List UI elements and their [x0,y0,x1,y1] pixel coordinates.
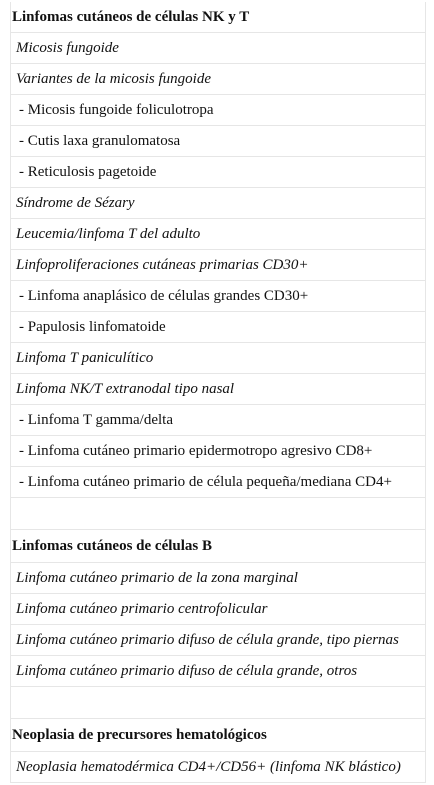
table-row: Linfoma cutáneo primario de la zona marginal [11,563,425,594]
table-row: - Micosis fungoide foliculotropa [11,95,425,126]
table-row: - Linfoma cutáneo primario de célula pequeña/mediana CD4+ [11,467,425,498]
table-row: - Linfoma T gamma/delta [11,405,425,436]
table-row: Síndrome de Sézary [11,188,425,219]
spacer-row [11,498,425,530]
table-row: - Linfoma cutáneo primario epidermotropo agresivo CD8+ [11,436,425,467]
section-header: Linfomas cutáneos de células B [11,530,425,563]
table-row: Variantes de la micosis fungoide [11,64,425,95]
table-row: - Cutis laxa granulomatosa [11,126,425,157]
table-row: - Reticulosis pagetoide [11,157,425,188]
section-header: Linfomas cutáneos de células NK y T [11,2,425,33]
table-row: Linfoproliferaciones cutáneas primarias CD30+ [11,250,425,281]
table-row: - Linfoma anaplásico de células grandes CD30+ [11,281,425,312]
section-header: Neoplasia de precursores hematológicos [11,719,425,752]
table-row: Linfoma T paniculítico [11,343,425,374]
table-row: Leucemia/linfoma T del adulto [11,219,425,250]
table-row: Linfoma cutáneo primario difuso de célula grande, tipo piernas [11,625,425,656]
table-row: Micosis fungoide [11,33,425,64]
table-row: Neoplasia hematodérmica CD4+/CD56+ (linfoma NK blástico) [11,752,425,783]
table-row: Linfoma cutáneo primario difuso de célula grande, otros [11,656,425,687]
table-row: Linfoma cutáneo primario centrofolicular [11,594,425,625]
spacer-row [11,687,425,719]
classification-table [10,2,426,783]
table-row: Linfoma NK/T extranodal tipo nasal [11,374,425,405]
table-row: - Papulosis linfomatoide [11,312,425,343]
